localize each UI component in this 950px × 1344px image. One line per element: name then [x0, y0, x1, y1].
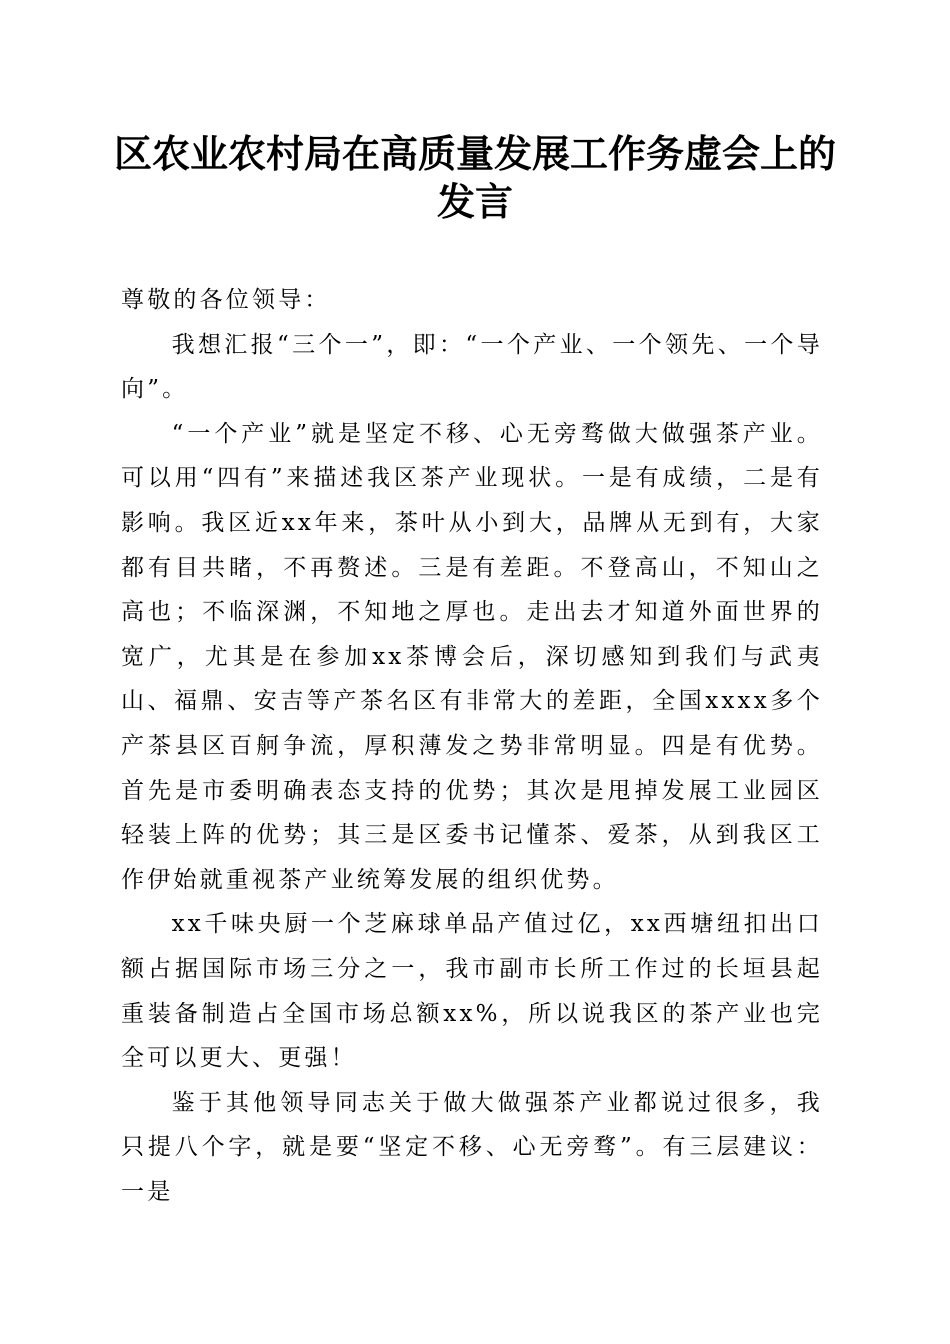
salutation: 尊敬的各位领导： [121, 287, 331, 313]
paragraph: 鉴于其他领导同志关于做大做强茶产业都说过很多，我只提八个字，就是要“坚定不移、心无旁骛”。有三层建议：一是 [121, 1089, 823, 1205]
document-body [121, 278, 823, 1214]
paragraph: “一个产业”就是坚定不移、心无旁骛做大做强茶产业。可以用“四有”来描述我区茶产业现状。一是有成绩，二是有影响。我区近xx年来，茶叶从小到大，品牌从无到有，大家都有目共睹，不再赘述。三是有差距。不登高山，不知山之高也；不临深渊，不知地之厚也。走出去才知道外面世界的宽广，尤其是在参加xx茶博会后，深切感知到我们与武夷山、福鼎、安吉等产茶名区有非常大的差距，全国xxxx多个产茶县区百舸争流，厚积薄发之势非常明显。四是有优势。首先是市委明确表态支持的优势；其次是甩掉发展工业园区轻装上阵的优势；其三是区委书记懂茶、爱茶，从到我区工作伊始就重视茶产业统筹发展的组织优势。 [121, 420, 823, 893]
document-title: 区农业农村局在高质量发展工作务虚会上的发言 [113, 131, 836, 224]
paragraph: 我想汇报“三个一”，即：“一个产业、一个领先、一个导向”。 [121, 331, 823, 403]
paragraph: xx千味央厨一个芝麻球单品产值过亿，xx西塘纽扣出口额占据国际市场三分之一，我市副市长所工作过的长垣县起重装备制造占全国市场总额xx%，所以说我区的茶产业也完全可以更大、更强！ [121, 911, 823, 1072]
